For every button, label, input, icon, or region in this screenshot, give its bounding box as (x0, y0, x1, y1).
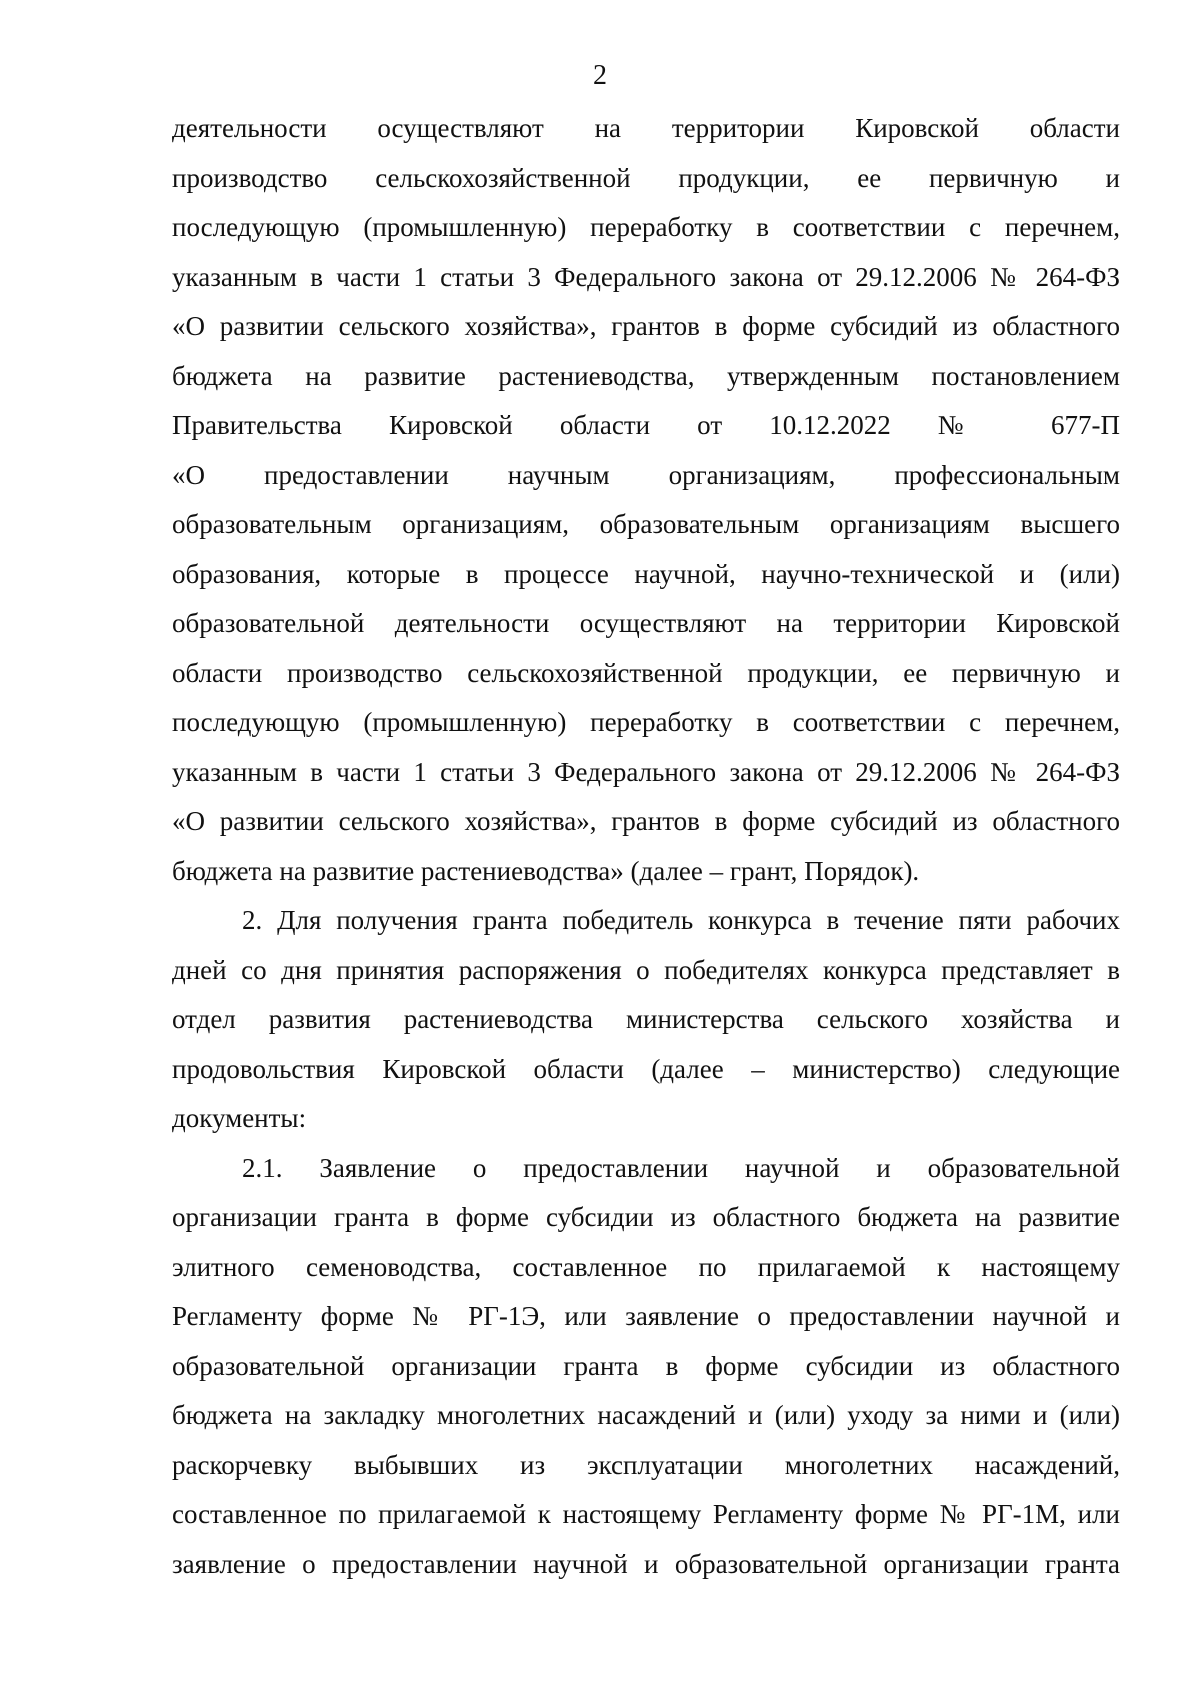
text-line: Правительства Кировской области от 10.12.2022 № 677-П (172, 410, 1120, 440)
text-line: отдел развития растениеводства министерства сельского хозяйства и (172, 1004, 1120, 1034)
paragraph-item-2-1 (172, 1144, 1120, 1590)
text-line: «О развитии сельского хозяйства», грантов в форме субсидий из областного (172, 806, 1120, 836)
text-line: организации гранта в форме субсидии из областного бюджета на развитие (172, 1202, 1120, 1232)
text-line: бюджета на развитие растениеводства» (далее – грант, Порядок). (172, 855, 920, 886)
text-line: «О развитии сельского хозяйства», грантов в форме субсидий из областного (172, 311, 1120, 341)
text-line: дней со дня принятия распоряжения о победителях конкурса представляет в (172, 954, 1120, 985)
text-line: 2. Для получения гранта победитель конкурса в течение пяти рабочих (242, 905, 1120, 935)
text-line: Регламенту форме № РГ-1Э, или заявление о предоставлении научной и (172, 1301, 1120, 1331)
text-line: образовательной организации гранта в форме субсидии из областного (172, 1350, 1120, 1381)
text-line: образовательным организациям, образовательным организациям высшего (172, 509, 1120, 539)
text-line: бюджета на развитие растениеводства, утвержденным постановлением (172, 360, 1120, 391)
text-line: последующую (промышленную) переработку в соответствии с перечнем, (172, 707, 1120, 737)
paragraph-continuation (172, 104, 1120, 896)
text-line: продовольствия Кировской области (далее – министерство) следующие (172, 1053, 1120, 1084)
text-line: документы: (172, 1103, 307, 1133)
text-line: последующую (промышленную) переработку в соответствии с перечнем, (172, 212, 1120, 242)
text-line: указанным в части 1 статьи 3 Федерального закона от 29.12.2006 № 264-ФЗ (172, 261, 1120, 292)
text-line: 2.1. Заявление о предоставлении научной и образовательной (242, 1152, 1120, 1183)
paragraph-item-2 (172, 896, 1120, 1144)
text-line: образовательной деятельности осуществляют на территории Кировской (172, 608, 1120, 638)
text-line: деятельности осуществляют на территории Кировской области (172, 113, 1120, 143)
text-line: указанным в части 1 статьи 3 Федерального закона от 29.12.2006 № 264-ФЗ (172, 756, 1120, 787)
text-line: составленное по прилагаемой к настоящему Регламенту форме № РГ-1М, или (172, 1499, 1120, 1529)
page-number: 2 (593, 60, 607, 91)
text-line: элитного семеноводства, составленное по прилагаемой к настоящему (172, 1251, 1120, 1282)
text-line: производство сельскохозяйственной продукции, ее первичную и (172, 162, 1120, 193)
text-line: бюджета на закладку многолетних насаждений и (или) уходу за ними и (или) (172, 1400, 1120, 1430)
text-line: заявление о предоставлении научной и образовательной организации гранта (172, 1548, 1120, 1579)
text-line: раскорчевку выбывших из эксплуатации многолетних насаждений, (172, 1449, 1120, 1480)
text-line: «О предоставлении научным организациям, профессиональным (172, 459, 1120, 490)
document-body (172, 104, 1120, 1589)
text-line: области производство сельскохозяйственной продукции, ее первичную и (172, 657, 1120, 688)
text-line: образования, которые в процессе научной, научно-технической и (или) (172, 558, 1120, 589)
